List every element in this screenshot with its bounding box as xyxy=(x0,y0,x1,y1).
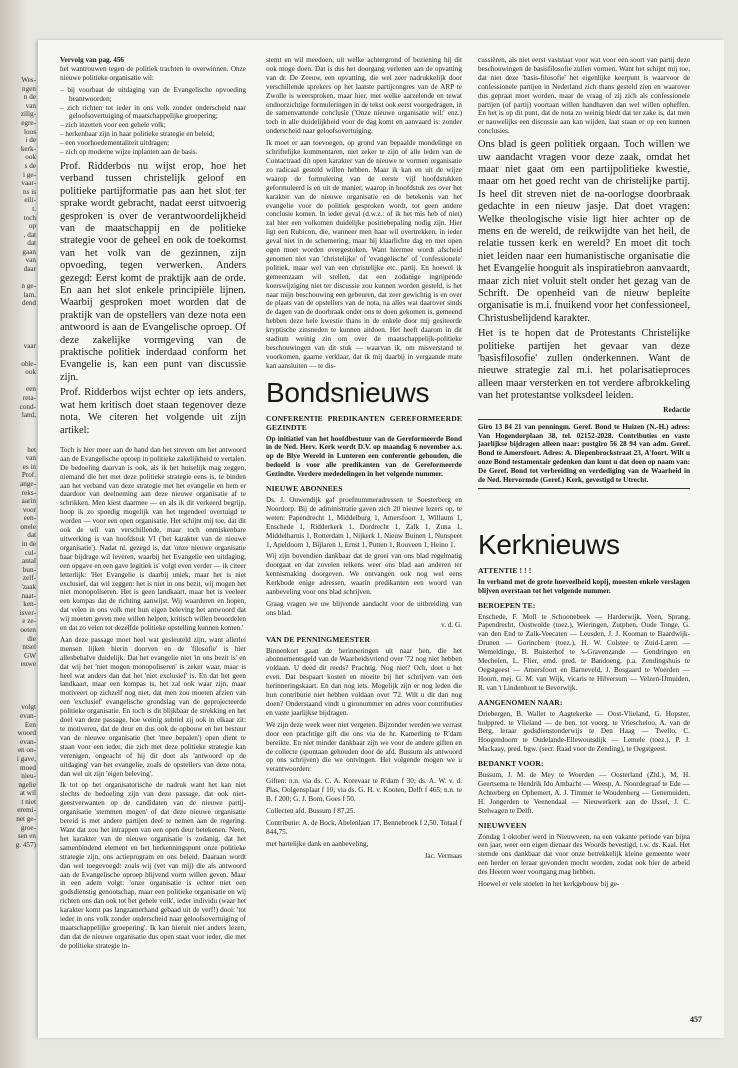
section-title-kerknieuws: Kerknieuws xyxy=(478,528,620,560)
edge-line: net ge- xyxy=(16,815,36,824)
edge-line: een xyxy=(26,385,36,394)
nieuwveen-heading: NIEUWVEEN xyxy=(478,820,527,830)
editorial-paragraph: Ons blad is geen politiek orgaan. Toch willen we uw aandacht vragen voor deze zaak, omdat het maar niet gaat om een partijpolitieke kwestie, maar om het goed recht van de christelijke partij. Is heel dit streven niet de na-oorlogse doorbraak gedachte in een nieuw jasje. Dat doet vragen: Welke theologische visie ligt hier achter op de mens en de wereld, de reikwijdte van het heil, de relatie tussen kerk en wereld? En moet dit toch niet leiden naar een humanistische organisatie die het Evangelie hooguit als inspiratiebron aanvaardt, maar zich niet voluit stelt onder het gezag van de Schrift. De openheid van de nieuw bepleite organisatie is m.i. fnuikend voor het confessioneel, Christusbelijdend karakter. xyxy=(478,139,690,324)
collections-line: Collecten afd. Bussum f 87,25. xyxy=(266,806,356,815)
signature-vdg: v. d. G. xyxy=(441,620,462,629)
edge-line: dat xyxy=(27,531,36,540)
edge-line: oble- xyxy=(21,359,36,368)
edge-line: e ze- xyxy=(22,617,36,626)
edge-line xyxy=(8,686,36,695)
article-paragraph: Ik moet er aan toevoegen, op grond van bepaalde mondelinge en schriftelijke kommentaren, niet zeker te zijn of alle leden van de Contactraad dit open karakter van de nieuwe te vormen organisatie zo radicaal gesteld willen hebben. Maar ik kan en uit de wijze waarop de formulering van de eerste vijf hoofdstukken geformuleerd is en uit de manier, waarop in hoofdstuk zes over het karakter van de nieuwe organisatie en de betekenis van het evangelie voor de politiek gesproken wordt, tot geen andere conclusie komen. In ieder geval (d.w.z.: of ik het mis heb of niet) zal hier een volkomen duidelijke positiebepaling nodig zijn. Hier ligt een Rubicon, die, wanneer men haar wil overtrekken, in ieder geval niet in de schemering, maar bij klaarlichte dag en met open ogen moet worden overgestoken. Want hiermee wordt afscheid genomen niet van 'christelijke' of 'evangelische' of 'confessionele' politiek, maar wel van een christelijke etc. partij. En hoewel ik gemeenzaam wil stellen, dat een zodanige ingrijpende koerswijziging niet ter discussie zou kunnen worden gesteld, is het naar mijn beschouwing een gebeuren, dat zeer gewichtig is en over de plaats van de opstellers van de nota, na alles wat daarover sinds de dagen van de doorbraak onder ons te doen gekomen is, gemeend hebben deze hele kwestie thans in de enkele door mij gesiteerde kryptische zinsneden te kunnen aitdoen. Het heeft daarom in dit stadium weinig zin om over de maatschappelijk-politieke beschouwingen van dit stuk — waarvan ik, om misverstand te voorkomen, gaarne verklaar, dat ik mij daarbij in vergaande mate kan aansluiten — te dis- xyxy=(266,139,462,370)
edge-line: es in xyxy=(22,462,36,471)
giro-text: Giro 13 84 21 van penningm. Geref. Bond te Huizen (N.-H.) adres: Van Hogendorplaan 38, tel. 02152-2028. Contributies en vaste jaarlijkse bijdragen alleen naar: postgiro 56 28 94 van adm. Geref. Bond te Amersfoort. Adres: A. Diepenbrockstraat 23, A'foort. Wilt u onze Bond testamentair gedenken dan kunt u dat doen op naam van: De Geref. Bond tot verbreiding en verdediging van de Waarheid in de Ned. Hervormde (Geref.) Kerk, gevestigd te Utrecht. xyxy=(478,422,690,485)
edge-line: in de xyxy=(21,540,36,549)
nieuwveen-text: Zondag 1 oktober werd in Nieuwveen, na een vakante periode van bijna een jaar, weer een eigen dienaar des Woords bevestigd, t.w. ds. Kaal. Het stemde ons dankbaar dat voor onze betrekkelijk kleine gemeente weer een herder en leraar gevonden mocht worden, zodat ook hier de arbeid des Heeren weer voortgang mag hebben. xyxy=(478,832,690,877)
edge-line xyxy=(8,695,36,704)
edge-line: Een xyxy=(24,720,36,729)
edge-line: dat xyxy=(27,239,36,248)
called-text: Enschede, F. Moll te Schoonebeek — Harderwijk, Veen, Sprang, Papendrecht, Oostwolde (toez.), Wieringen, Zutphen, Oude Tonge, G. van den End te Zalk-Veecaten — Leusden, J. J. Kooman te Baardwijk-Drunen — Gorinchem (toez.), H. W. Colstee te Zuid-Laren — Wemeldinge, B. Buisterhof te 's-Gravenzande — Gendringen en Mechelen, L. Flier, emd. pred. te Bandoeng, p.a. Zendingshuis te Oegstgeest — Amersfoort en Barneveld, J. Bosgaard te Woerden — Hoorn, mej. G. M. van Wijk, vicaris te Hilversum — Velzen-IJmuiden, R. van 't Lindenhout te Beverwijk. xyxy=(478,612,690,692)
edge-line: daar xyxy=(23,265,36,274)
edge-line: s de xyxy=(24,161,36,170)
edge-line: dend xyxy=(22,299,36,308)
attention-text: In verband met de grote hoeveelheid kopij, moesten enkele verslagen blijven overstaan tot het volgende nummer. xyxy=(478,577,690,595)
edge-line: eili- xyxy=(24,196,36,205)
continued-label: Vervolg van pag. 456 xyxy=(60,56,125,64)
edge-line: oeten xyxy=(20,626,36,634)
edge-line xyxy=(8,325,36,334)
edge-line: eremi- xyxy=(17,806,36,815)
edge-line: loos xyxy=(24,127,36,136)
declined-heading: BEDANKT VOOR: xyxy=(478,759,544,769)
edge-line: reta- xyxy=(22,393,36,402)
edge-line: egre- xyxy=(21,118,36,127)
edge-line: ngelie xyxy=(18,780,36,789)
edge-line: ns is xyxy=(23,187,36,196)
lead-paragraph-2: Prof. Ridderbos wijst echter op iets anders, wat hem kritisch doet staan tegenover deze nota. We citeren het volgende uit zijn artikel: xyxy=(60,387,246,436)
edge-line: voor xyxy=(22,505,36,514)
edge-line: evan- xyxy=(20,711,36,720)
edge-line: cul- xyxy=(24,548,36,557)
new-subscribers-text-2: Wij zijn bovendien dankbaar dat de groei van ons blad regelmatig doorgaat en dat zovelen telkens weer ons blad aan anderen ter kennismaking doorgeven. We ontvangen ook nog wel eens Kerkbode enige adressen, waarin predikanten een woord van aanbeveling voor ons blad schrijven. xyxy=(266,552,462,597)
edge-line: volgt xyxy=(21,703,36,712)
edge-line: antal xyxy=(22,557,36,566)
edge-line: van xyxy=(25,256,36,265)
aims-list xyxy=(60,86,246,157)
edge-line: Prof. xyxy=(21,471,36,480)
continued-intro: het wantrouwen tegen de politiek trachten te overwinnen. Onze nieuwe politieke organisatie wil: xyxy=(60,64,246,82)
edge-line xyxy=(8,317,36,326)
edge-line xyxy=(8,669,36,678)
article-paragraph: stemt en wil meedoen, uit welke achtergrond of beziening hij dit ook moge doen. Dat is dus het doorgang verlenen aan de opvatting van dr. De Zeeuw, een opvatting, die wel zeer nadrukkelijk door verschillende sprekers op het laatste partijcongres van de ARP te Zwolle is weersproken, maar hier, met welke aarzelende en tewat ondoorzichtige formuleringen in de tekst ook eerst voorgedragen, in de samenvattende conclusie ('Onze nieuwe organisatie wil:' enz.) toch in alle duidelijkheid voor de dag komt en aanvaard is: zonder onderscheid naar geloofsovertuiging. xyxy=(266,56,462,136)
conference-text: Op initiatief van het hoofdbestuur van de Gereformeerde Bond in de Ned. Herv. Kerk wordt D.V. op maandag 6 november a.s. op de Blye Wereld in Lunteren een conferentie gehouden, die bedoeld is voor alle predikanten van de Gereformeerde Gezindte. Verdere mededelingen in het volgende nummer. xyxy=(266,434,462,479)
edge-line: i de xyxy=(25,136,36,145)
edge-line: sen en xyxy=(17,832,36,841)
magazine-page xyxy=(38,40,724,1038)
aim-item: – zich inzetten voor een gehele volk; xyxy=(60,121,246,130)
edge-line: onele xyxy=(20,522,36,531)
edge-line: van xyxy=(25,101,36,110)
aim-item: – een voorhoedementaliteit uitdragen; xyxy=(60,139,246,148)
edge-line: euwe xyxy=(20,660,36,669)
aim-item: – bij voorbaat de uitdaging van de Evangelische opvoeding beantwoorden; xyxy=(60,86,246,104)
nieuwveen-text-2: Hoewel er vele stoelen in het kerkgebouw bij ge- xyxy=(478,880,620,889)
edge-line: gaan xyxy=(22,247,36,256)
edge-line: n ge- xyxy=(21,282,36,291)
edge-line xyxy=(8,428,36,437)
edge-line: woord xyxy=(17,729,36,738)
edge-line: n de xyxy=(23,93,36,102)
page-number: 457 xyxy=(690,1015,702,1024)
called-heading: BEROEPEN TE: xyxy=(478,600,536,610)
lead-paragraph-1: Prof. Ridderbos nu wijst erop, hoe het verband tussen christelijk geloof en politieke partijformatie pas aan het slot ter sprake wordt gebracht, nadat eerst uitvoerig gesproken is over de verantwoordelijkheid van de maatschappij en de politieke strategie voor de geheel en ook de toekomst van het volk van de gezinnen, zijn opvoeding, tegen verwerken. Anders gezegd: Eerst komt de praktijk aan de orde. En aan het slot enkele principiële lijnen. Waarbij gesproken moet worden dat de praktijk van de opstellers van deze nota een antwoord is aan de Evangelische oproep. Of deze zakelijke vormgeving van de praktische politiek inderdaad conform het Evangelie is, kan een punt van discussie zijn. xyxy=(60,160,246,383)
edge-line: 'zaak xyxy=(21,583,36,592)
edge-line: g. 457) xyxy=(15,840,36,849)
treasurer-heading: VAN DE PENNINGMEESTER xyxy=(266,634,371,644)
treasurer-text-2: We zijn deze week weer niet vergeten. Bijzonder werden we verrast door een prachtige gift die ons via de hr. Kamerling te R'dam bereikte. En niet minder dankbaar zijn we voor de andere giften en de collecte (spontaan gehouden door de afd. Bussum als antwoord op ons schrijven) die we ontvingen. Het volgende mogen we u verantwoorden: xyxy=(266,720,462,774)
edge-line: vaar xyxy=(23,342,36,351)
signature-vermaas: Jac. Vermaas xyxy=(424,851,462,860)
accepted-text: Driebergen, B. Wallet te Aagtekerke — Oost-Vlieland, G. Hopster, hulppred. te Vlieland — de ben. tot voorg. te Vriescheloo, A. van de Berg, leraar godsdienstonderwijs te Den Haag — Twello, C. Hoogendoorn te Oudelande-Ellewoutsdijk — Lemele (toez.), P. J. Mackaay, pred. bgw. (secr. Raad voor de Zending), te Oegstgeest. xyxy=(478,709,690,754)
edge-line: op xyxy=(28,222,36,231)
edge-line: i ge- xyxy=(23,170,36,179)
continued-text xyxy=(60,56,246,83)
edge-line: , dat xyxy=(23,230,36,239)
quote-paragraph: Toch is hier meer aan de hand dan het streven om het antwoord aan de Evangelische oproep in politieke zakelijkheid te vertalen. De bedoeling daarvan is ook, als ik het huiselijk mag zeggen, niemand die het met deze politieke strategie eens is, te binden aan het verband van deze strategie met het evangelie en hem er daardoor van deelneming aan deze nieuwe organisatie af te schrikken. Men kiest daarmee — en als ik dit verkeerd begrijp, hoop ik zo spoedig mogelijk van het tegendeel overtuigd te worden — voor een open organisatie. Het schijnt mij toe, dat dit ook de wil van verschillende, maar toch onmiskenbare uitwerking is van hoofdstuk VI ('het karakter van de nieuwe organisatie'). Nadat nl. gezegd is, dat 'onze nieuwe organisatie haar bijdrage wil leveren, waarbij het Evangelie een uitdaging, een opgave en een gave legitiek is' volgt even verder — ik citeer letterlijk: 'Het Evangelie is daarbij uniek, maar het is niet exclusief, dat wil zeggen: het is niet in ons bezit, wij mogen het niet monopoliseren. Het is geen landkaart, maar het is veeleer een kompas dat de richting aanwijst. Wij waarderen en hopen, dat velen in ons volk met hun eigen beleving het antwoord dat wij moeten geven mee willen helpen, kritisch willen beoordelen en dat zo velen tot dezelfde politieke opstelling kunnen komen.' xyxy=(60,445,246,633)
edge-line: kerk- xyxy=(20,144,36,153)
article-paragraph: cussiëren, als niet eerst vaststaat voor wat voor een soort van partij deze beschouwingen de basisfilosofie zullen vormen. Want het schijnt mij toe, dat niet deze 'basis-filosofie' het eigenlijke keerpunt is waarvoor de confessionele partijen in Nederland zich thans gesteld zien en waarover dus gepraat moet worden, maar de vraag of zij zich als confessionele partijen (of partij) voortaan willen handhaven dan wel willen opheffen. En het is op dit punt, dat de nota zo weinig biedt dat ter zake is, dat men er nauwelijks een discussie aan kan wijden, laat staan er op een kunnen conclusies. xyxy=(478,56,690,136)
signature-redactie: Redactie xyxy=(663,405,690,414)
edge-line: ken- xyxy=(23,600,36,609)
quote-paragraph: Ik tot op het organisatorische de nadruk want het kan niet slechts de bedoeling zijn van deze passage, dat ook niet-geestverwanten op de candidaten van de nieuwe partij-organisatie 'stemmen mogen' of dat deze nieuwe organisatie bereid is met andere partijen deel te nemen aan de regering. Want dat zou het intrappen van een open deur betekenen. Neen, het karakter van de nieuwe organisatie is zodanig, dat het samenbindend element en het herkenningspunt onze politieke strategie zijn, ons actieprogram en ons beleid. Daaraan wordt dan wel toegevoegd: zoals wij (vet van mij) die als antwoord aan de Evangelische oproep blijvend vorm willen geven. Maar in een adem volgt: 'onze organisatie is echter niet een godsdienstig genootschap, maar een politieke organisatie en wij richten ons dan ook tot het gehele volk', ieder individu (waar het karakter komt pas langzamerhand gebaad uit de verf!) dooi: 'tot ieder in ons volk zonder onderscheid naar geloofsovertuiging of maatschappelijke groepering'. Ik kan hieruit niet anders lezen, dan dat de nieuwe organisatie dus open staat voor ieder, die met de politieke strategie in- xyxy=(60,781,246,950)
editorial-paragraph-2: Het is te hopen dat de Protestants Christelijke politieke partijen het gevaar van deze 'basisfilosofie' zullen onderkennen. Want de nieuwe strategie zal m.i. het polarisatieproces alleen maar versterken en tot verdere afbrokkeling van het protestantse volksdeel leiden. xyxy=(478,328,690,402)
edge-line: zilig- xyxy=(20,110,36,119)
aim-item: – herkenbaar zijn in haar politieke strategie en beleid; xyxy=(60,130,246,139)
edge-line: t. xyxy=(32,204,36,213)
edge-line: ngen xyxy=(22,84,36,93)
edge-line: en on- xyxy=(17,746,36,755)
edge-line: at wil xyxy=(19,789,36,798)
edge-line: lam. xyxy=(23,290,36,299)
edge-line: ook xyxy=(25,368,36,377)
column-3 xyxy=(478,56,690,1028)
edge-line xyxy=(8,377,36,386)
edge-line: bun- xyxy=(22,565,36,574)
edge-line: een- xyxy=(23,514,36,523)
edge-line: ook xyxy=(25,153,36,162)
new-subscribers-text: Ds. J. Ouwendijk gaf proefnummeradressen te Soesterberg en Noordorp. Bij de administratie gaven zich 20 nieuwe lezers op, te weten: Papendrecht 1, Middelburg 1, Amersfoort 1, Willaum 1, Enschede 1, Ridderkerk 1, Dordrecht 1, Zalk 1, Zuna 1, Middelharnis 1, Rotterdam 1, Nijkerk 1, Nieuw Buinen 1, Nunspeet 1, Apeldoorn 1, Bijlaren 1, Ernst 1, Putten 1, Rouveen 1, Heino 1. xyxy=(266,495,462,549)
declined-text: Bussum, J. M. de Mey te Woerden — Oosterland (Zld.), M. H. Geertsema te Hendrik Ido Ambacht — Weesp, A. Noordegraaf te Ede — Achterberg en Ophemert, A. J. Timmer te Woudenberg — Genemuiden, H. Jongerden te Veenendaal — Nieuwerkerk aan de IJssel, J. C. Stelwagen te Delft. xyxy=(478,771,690,815)
edge-line: zelf- xyxy=(22,574,36,583)
attention-heading: ATTENTIE ! ! ! xyxy=(478,565,532,575)
edge-line: land, xyxy=(21,411,36,420)
new-subscribers-heading: NIEUWE ABONNEES xyxy=(266,484,343,494)
aim-item: – zich op moderne wijze inplanten aan de basis. xyxy=(60,148,246,157)
quote-paragraph: Aan deze passage moet heel wat gesleuteld zijn, want allerlei mensen lijken hierin doorven en de 'filosofie' is hier allesbehalve duidelijk. Dat het evangelie niet 'in ons bezit is' en dat wij het 'niet mogen monopoliseren' is zeker waar, maar is heel wat anders dan dat het 'niet exclusief' is. En dat het geen landkaart, maar een kompas is, het zal ook waar zijn, maar motiveert op zichzelf nog niet, dat men zou moeten afzien van een 'exclusief' evangelische grondslag van de geprojecteerde politieke organisatie. En toch is dit blijkbaar de strekking en het doel van deze passage, hoe weinig subtiel zij ook in elkaar zit: te motiveren, dat de deur en dus ook de opbouw en het bestuur van de nieuwe organisatie (het 'mee bepalen') open dient te staan voor een ieder, die zich met deze politieke strategie kan verenigen, ongeacht of hij dit doet als 'antwoord op de uitdaging' van het evangelie, zoals de opstellers van deze nota, dan wel uit zijn 'eigen beleving'. xyxy=(60,635,246,778)
edge-line: groe- xyxy=(20,823,36,832)
edge-line: die xyxy=(27,634,36,643)
giro-box xyxy=(478,419,690,489)
edge-line xyxy=(8,308,36,317)
edge-line: van xyxy=(25,454,36,463)
edge-line: vaar- xyxy=(21,179,36,188)
edge-line xyxy=(8,437,36,446)
gifts-list: Giften: n.n. via ds. C. A. Korevaar te R'dam f 30; ds. A. W. v. d. Plas, Oolgensplaat f 10; via ds. G. H. v. Kooten, Delft f 465; n.n. te B. f 200; G. J. Bom, Goes f 50. xyxy=(266,777,462,804)
edge-line: t niet xyxy=(21,797,36,806)
thanks-line: met hartelijke dank en aanbeveling, xyxy=(266,839,369,848)
edge-line: aarin xyxy=(21,497,36,506)
column-1 xyxy=(60,56,246,1028)
edge-line: Wes- xyxy=(21,76,36,84)
edge-line: naat- xyxy=(21,591,36,600)
edge-line: nieu- xyxy=(21,772,36,781)
conference-heading: CONFERENTIE PREDIKANTEN GEREFORMEERDE GEZINDTE xyxy=(266,413,462,432)
accepted-heading: AANGENOMEN NAAR: xyxy=(478,697,563,707)
treasurer-text: Binnenkort gaan de herinneringen uit naar hen, die het abonnementsgeld van de Waarheidsvriend over '72 nog niet hebben voldaan. U deed dit reeds? Prachtig. Nog niet? Och, doet u het even. Dat bespaart kosten en moeite bij het schrijven van een herinneringskaart. En dan nog iets. Mogelijk zijn er nog leden die hun contributie niet hebben voldaan over '72. Wilt u dit dan nog doen? Onderstaand vindt u gironummer en adres voor contributies en vaste jaarlijkse bijdragen. xyxy=(266,646,462,717)
edge-line xyxy=(8,351,36,360)
edge-line: toch xyxy=(23,213,36,222)
edge-line: i gave, xyxy=(16,754,36,763)
facing-page-edge xyxy=(8,76,36,1006)
edge-line: moed xyxy=(20,763,36,772)
column-2 xyxy=(266,56,462,1028)
edge-line: het xyxy=(27,445,36,454)
edge-line: GW xyxy=(24,651,36,660)
section-title-bondsnieuws: Bondsnieuws xyxy=(266,376,430,408)
edge-line xyxy=(8,334,36,343)
edge-line: reks- xyxy=(21,488,36,497)
new-subscribers-text-3: Graag vragen we uw blijvende aandacht voor de uitbreiding van ons blad. xyxy=(266,599,462,617)
edge-line xyxy=(8,678,36,687)
edge-line: evan- xyxy=(20,737,36,746)
edge-line: cond- xyxy=(19,402,36,411)
edge-line: ange- xyxy=(20,479,36,488)
edge-line: isver- xyxy=(19,608,36,617)
aim-item: – zich richten tot ieder in ons volk zonder onderscheid naar geloofsovertuiging of maatschappelijke groepering; xyxy=(60,104,246,122)
contribution-line: Contributie: A. de Bock, Abelenlaan 17, Bennebroek f 2,50. Totaal f 844,75. xyxy=(266,818,462,836)
edge-line: ntsel xyxy=(22,643,36,652)
edge-line xyxy=(8,274,36,283)
edge-line xyxy=(8,420,36,429)
